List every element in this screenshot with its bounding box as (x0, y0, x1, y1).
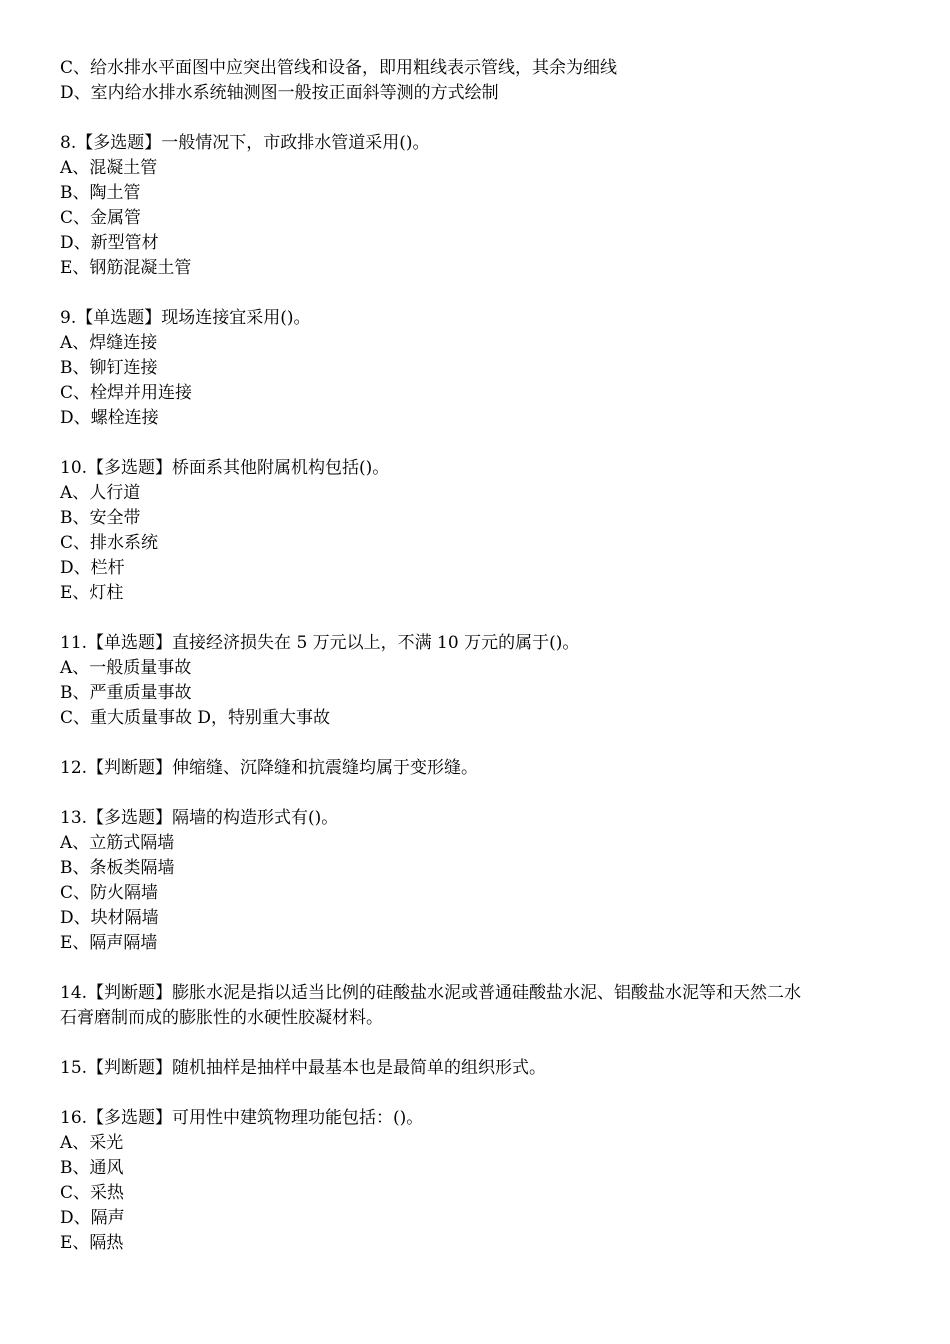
option-line: A、采光 (60, 1133, 124, 1153)
question-stem: 11.【单选题】直接经济损失在 5 万元以上，不满 10 万元的属于()。 (60, 633, 580, 653)
question-12 (60, 756, 900, 781)
option-line: B、条板类隔墙 (60, 858, 175, 878)
option-line: A、混凝土管 (60, 158, 158, 178)
option-line: D、新型管材 (60, 233, 159, 253)
option-line: C、栓焊并用连接 (60, 383, 193, 403)
spacer (60, 781, 900, 806)
spacer (60, 1031, 900, 1056)
option-line: D、隔声 (60, 1208, 125, 1228)
option-line: E、灯柱 (60, 583, 124, 603)
question-stem: 13.【多选题】隔墙的构造形式有()。 (60, 808, 339, 828)
question-14 (60, 981, 900, 1031)
option-line: C、金属管 (60, 208, 142, 228)
spacer (60, 956, 900, 981)
question-stem-continued: 石膏磨制而成的膨胀性的水硬性胶凝材料。 (60, 1008, 383, 1028)
option-line: E、钢筋混凝土管 (60, 258, 192, 278)
option-line: D、栏杆 (60, 558, 125, 578)
option-line: C、采热 (60, 1183, 125, 1203)
question-16 (60, 1106, 900, 1256)
spacer (60, 281, 900, 306)
option-line: A、一般质量事故 (60, 658, 192, 678)
question-stem: 8.【多选题】一般情况下，市政排水管道采用()。 (60, 133, 430, 153)
question-15 (60, 1056, 900, 1081)
spacer (60, 431, 900, 456)
question-11 (60, 631, 900, 731)
option-line: D、块材隔墙 (60, 908, 159, 928)
option-line: B、铆钉连接 (60, 358, 158, 378)
question-stem: 9.【单选题】现场连接宜采用()。 (60, 308, 311, 328)
option-line: D、室内给水排水系统轴测图一般按正面斜等测的方式绘制 (60, 83, 499, 103)
question-8 (60, 131, 900, 281)
question-10 (60, 456, 900, 606)
document-body (60, 56, 900, 1256)
option-line: C、给水排水平面图中应突出管线和设备，即用粗线表示管线，其余为细线 (60, 58, 618, 78)
question-stem: 10.【多选题】桥面系其他附属机构包括()。 (60, 458, 390, 478)
question-stem: 12.【判断题】伸缩缝、沉降缝和抗震缝均属于变形缝。 (60, 758, 479, 778)
option-line: A、人行道 (60, 483, 141, 503)
spacer (60, 106, 900, 131)
question-stem: 15.【判断题】随机抽样是抽样中最基本也是最简单的组织形式。 (60, 1058, 547, 1078)
option-line: D、螺栓连接 (60, 408, 159, 428)
question-9 (60, 306, 900, 431)
option-line: B、通风 (60, 1158, 124, 1178)
option-line: B、陶土管 (60, 183, 141, 203)
option-line: C、防火隔墙 (60, 883, 159, 903)
spacer (60, 606, 900, 631)
spacer (60, 731, 900, 756)
option-line: B、安全带 (60, 508, 141, 528)
option-line: C、重大质量事故 D，特别重大事故 (60, 708, 331, 728)
option-line: A、立筋式隔墙 (60, 833, 175, 853)
option-line: B、严重质量事故 (60, 683, 192, 703)
question-stem: 14.【判断题】膨胀水泥是指以适当比例的硅酸盐水泥或普通硅酸盐水泥、铝酸盐水泥等和天然二水 (60, 983, 802, 1003)
question-13 (60, 806, 900, 956)
option-line: A、焊缝连接 (60, 333, 158, 353)
option-line: C、排水系统 (60, 533, 159, 553)
question-stem: 16.【多选题】可用性中建筑物理功能包括：()。 (60, 1108, 424, 1128)
spacer (60, 1081, 900, 1106)
option-line: E、隔热 (60, 1233, 124, 1253)
option-line: E、隔声隔墙 (60, 933, 158, 953)
